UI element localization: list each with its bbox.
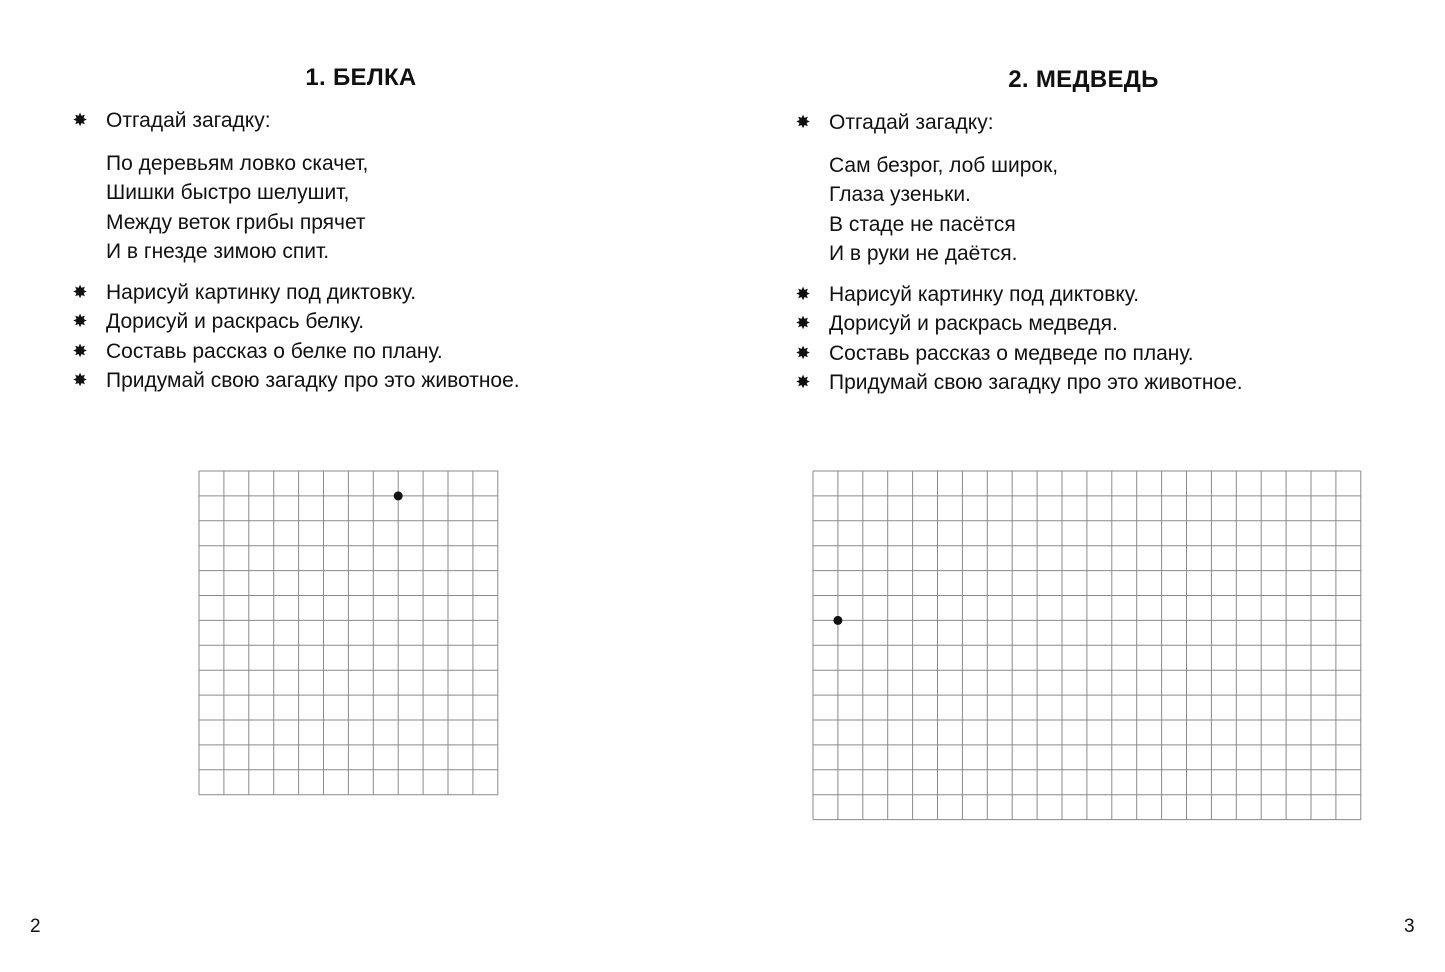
- list-item: [793, 309, 1243, 339]
- task-text: Нарисуй картинку под диктовку.: [829, 282, 1140, 306]
- start-dot: [394, 491, 403, 500]
- list-item: [70, 307, 520, 337]
- list-item: [70, 106, 520, 136]
- star-icon: ✸: [795, 112, 811, 132]
- list-item: [793, 339, 1243, 369]
- star-icon: ✸: [795, 313, 811, 333]
- riddle-line: Между веток грибы прячет: [106, 210, 366, 234]
- page-number: 3: [1404, 916, 1415, 937]
- list-item: [793, 108, 1243, 138]
- right-page: [722, 0, 1445, 972]
- star-icon: ✸: [795, 283, 811, 304]
- star-icon: ✸: [72, 340, 88, 361]
- riddle-text: [793, 151, 1243, 269]
- riddle-line: Сам безрог, лоб широк,: [829, 153, 1059, 177]
- exercise-block: [70, 106, 520, 396]
- start-dot: [833, 616, 842, 625]
- list-item: [70, 278, 520, 308]
- task-text: Составь рассказ о белке по плану.: [106, 339, 443, 363]
- left-page: [0, 0, 722, 972]
- riddle-line: Шишки быстро шелушит,: [106, 181, 350, 204]
- task-text: Придумай свою загадку про это животное.: [106, 369, 520, 392]
- star-icon: ✸: [72, 311, 88, 331]
- page-title: 2. МЕДВЕДЬ: [1008, 66, 1159, 93]
- star-icon: ✸: [72, 281, 88, 302]
- task-text: Дорисуй и раскрась медведя.: [829, 312, 1118, 335]
- task-text: Дорисуй и раскрась белку.: [106, 310, 365, 333]
- riddle-line: По деревьям ловко скачет,: [106, 151, 369, 175]
- exercise-block: [793, 108, 1243, 398]
- star-icon: ✸: [72, 370, 88, 390]
- star-icon: ✸: [72, 110, 88, 130]
- task-text: Составь рассказ о медведе по плану.: [829, 341, 1194, 365]
- list-item: [793, 280, 1243, 310]
- riddle-line: И в руки не даётся.: [829, 242, 1018, 265]
- drawing-grid[interactable]: [198, 470, 499, 801]
- star-icon: ✸: [795, 372, 811, 392]
- star-icon: ✸: [795, 342, 811, 363]
- riddle-line: Глаза узеньки.: [829, 183, 971, 206]
- task-text: Придумай свою загадку про это животное.: [829, 371, 1243, 394]
- page-number: 2: [30, 916, 41, 937]
- riddle-intro: Отгадай загадку:: [829, 111, 994, 134]
- grid-svg[interactable]: [812, 470, 1362, 821]
- riddle-line: В стаде не пасётся: [829, 212, 1016, 236]
- drawing-grid[interactable]: [812, 470, 1362, 826]
- list-item: [793, 368, 1243, 398]
- list-item: [70, 337, 520, 367]
- list-item: [70, 366, 520, 396]
- riddle-line: И в гнезде зимою спит.: [106, 240, 330, 263]
- riddle-text: [70, 149, 520, 267]
- grid-svg[interactable]: [198, 470, 499, 796]
- riddle-intro: Отгадай загадку:: [106, 109, 271, 132]
- task-text: Нарисуй картинку под диктовку.: [106, 280, 417, 304]
- page-title: 1. БЕЛКА: [305, 64, 417, 91]
